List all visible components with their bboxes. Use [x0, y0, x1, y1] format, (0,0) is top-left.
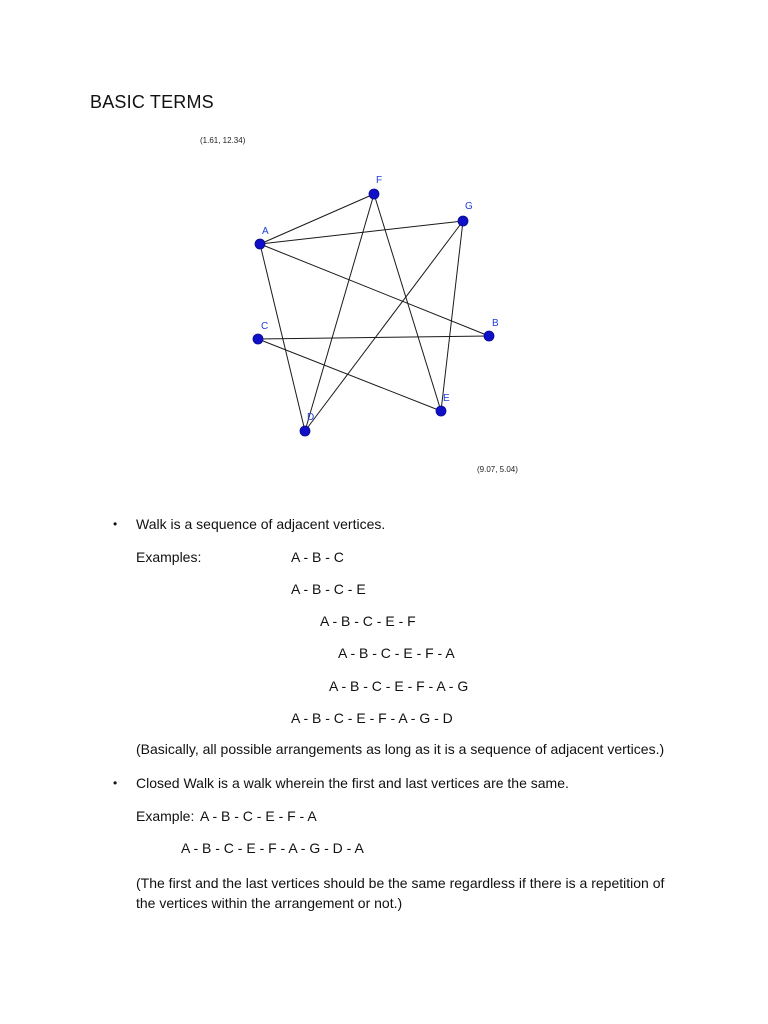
- walk-definition: Walk is a sequence of adjacent vertices.: [136, 516, 386, 532]
- walk-example: A - B - C - E - F - A - G: [329, 678, 469, 694]
- vertex-e: [436, 406, 446, 416]
- vertex-d: [300, 426, 310, 436]
- edge-a-g: [260, 221, 463, 244]
- vertex-f: [369, 189, 379, 199]
- coord-bottom-right: (9.07, 5.04): [477, 465, 518, 474]
- edge-c-e: [258, 339, 441, 411]
- vertex-label-c: C: [261, 321, 269, 332]
- closed-walk-example: A - B - C - E - F - A: [200, 808, 317, 824]
- vertex-label-d: D: [307, 412, 315, 423]
- closed-walk-bullet: •: [113, 776, 118, 790]
- walk-example: A - B - C: [291, 549, 344, 565]
- graph-edges: [258, 194, 489, 431]
- vertex-b: [484, 331, 494, 341]
- walk-note: (Basically, all possible arrangements as long as it is a sequence of adjacent vertices.): [136, 741, 665, 757]
- page-title: BASIC TERMS: [90, 92, 214, 112]
- closed-walk-note: (The first and the last vertices should be the same regardless if there is a repetition of the vertices within the arrangement or not.): [136, 875, 665, 911]
- edge-c-b: [258, 336, 489, 339]
- walk-example: A - B - C - E - F - A - G - D: [291, 710, 453, 726]
- vertex-label-e: E: [443, 393, 450, 404]
- edge-f-e: [374, 194, 441, 411]
- walk-example: A - B - C - E: [291, 581, 366, 597]
- vertex-a: [255, 239, 265, 249]
- graph-vertices: [253, 175, 499, 436]
- edge-a-d: [260, 244, 305, 431]
- closed-walk-example: A - B - C - E - F - A - G - D - A: [181, 840, 364, 856]
- edge-g-e: [441, 221, 463, 411]
- walk-example: A - B - C - E - F - A: [338, 645, 455, 661]
- closed-walk-example-label: Example:: [136, 808, 195, 824]
- vertex-label-b: B: [492, 318, 499, 329]
- walk-example: A - B - C - E - F: [320, 613, 416, 629]
- vertex-label-f: F: [376, 175, 383, 186]
- edge-g-d: [305, 221, 463, 431]
- edge-a-f: [260, 194, 374, 244]
- walk-bullet: •: [113, 517, 118, 531]
- vertex-g: [458, 216, 468, 226]
- vertex-label-g: G: [465, 201, 473, 212]
- edge-f-d: [305, 194, 374, 431]
- vertex-label-a: A: [262, 226, 269, 237]
- closed-walk-definition: Closed Walk is a walk wherein the first and last vertices are the same.: [136, 775, 569, 791]
- coord-top-left: (1.61, 12.34): [200, 136, 246, 145]
- vertex-c: [253, 334, 263, 344]
- walk-examples-label: Examples:: [136, 549, 202, 565]
- graph-figure: [195, 130, 535, 480]
